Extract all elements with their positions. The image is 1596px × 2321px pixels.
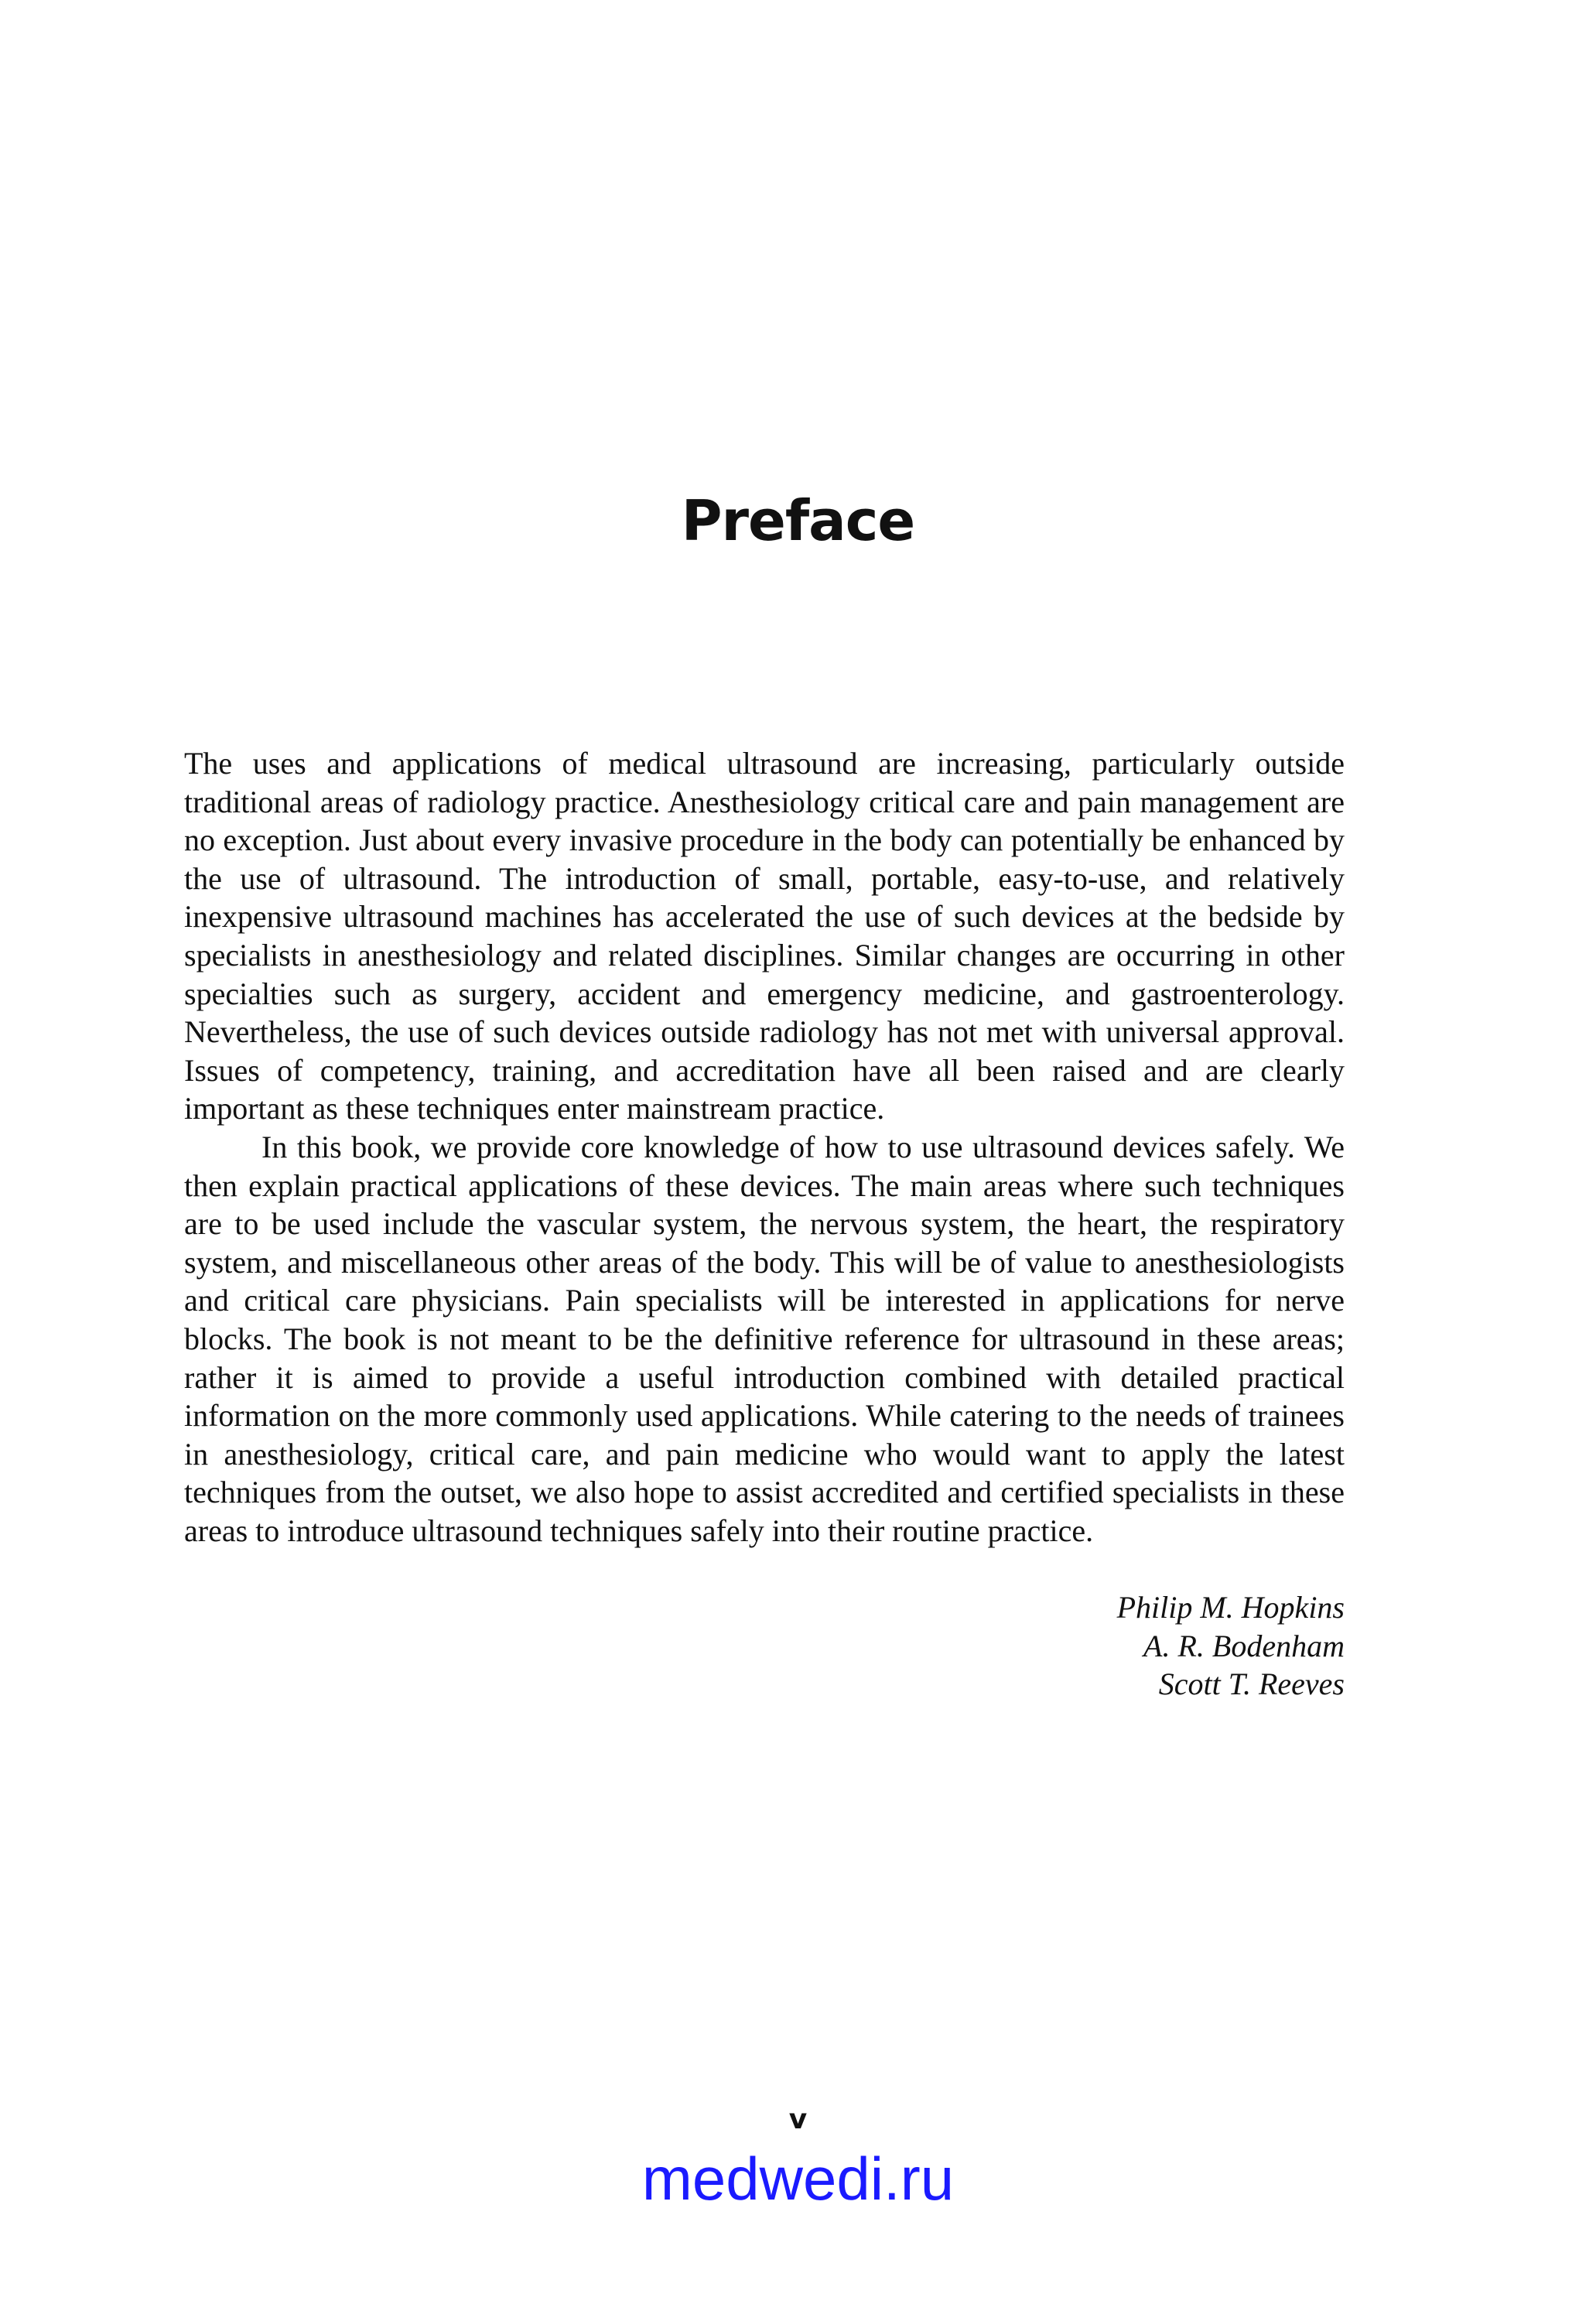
author-name: Scott T. Reeves: [1158, 1666, 1345, 1702]
watermark-link[interactable]: medwedi.ru: [641, 2145, 955, 2213]
paragraph-2: In this book, we provide core knowledge of how to use ultrasound devices safely. We then explain practical applications of these devices. The main areas where such techniques are to be used include the vascular system, the nervous system, the heart, the respiratory system, and miscellaneous other areas of the body. This will be of value to anesthesiologists and critical care physicians. Pain specialists will be interested in applications for nerve blocks. The book is not meant to be the definitive reference for ultrasound in these areas; rather it is aimed to provide a useful introduction combined with detailed practical information on the more commonly used applications. While catering to the needs of trainees in anesthesiology, critical care, and pain medicine who would want to apply the latest techniques from the outset, we also hope to assist accredited and certified specialists in these areas to introduce ultrasound techniques safely into their routine practice.: [184, 1129, 1345, 1548]
page-number: v: [788, 2104, 808, 2135]
preface-body: [184, 744, 1345, 1550]
page-title: Preface: [681, 488, 915, 553]
paragraph-1: The uses and applications of medical ultrasound are increasing, particularly outside traditional areas of radiology practice. Anesthesiology critical care and pain management are no exception. Just about every invasive procedure in the body can potentially be enhanced by the use of ultrasound. The introduction of small, portable, easy-to-use, and relatively inexpensive ultrasound machines has accelerated the use of such devices at the bedside by specialists in anesthesiology and related disciplines. Similar changes are occurring in other specialties such as surgery, accident and emergency medicine, and gastroenterology. Nevertheless, the use of such devices outside radiology has not met with universal approval. Issues of competency, training, and accreditation have all been raised and are clearly important as these techniques enter mainstream practice.: [184, 746, 1345, 1126]
author-signatures: [184, 1588, 1345, 1704]
author-name: Philip M. Hopkins: [1116, 1590, 1345, 1625]
author-name: A. R. Bodenham: [1143, 1628, 1345, 1663]
